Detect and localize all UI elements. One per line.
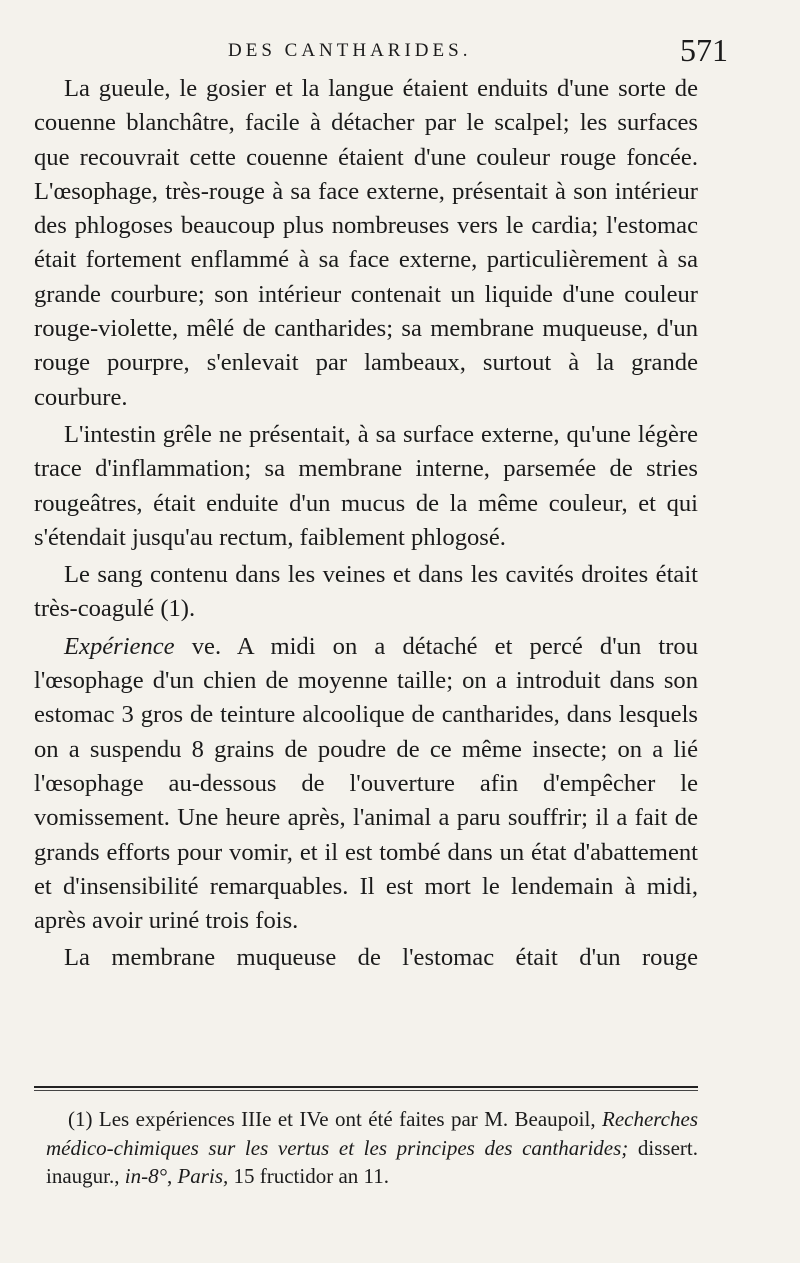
paragraph-5: La membrane muqueuse de l'estomac était d'un rouge xyxy=(64,944,698,972)
experience-number: ve. xyxy=(191,632,222,660)
paragraph-1: La gueule, le gosier et la langue étaient enduits d'une sorte de couenne blanchâtre, facile à détacher par le scalpel; les surfaces que recouvrait cette couenne étaient d'une couleur rouge foncée. L'œsophage, très-rouge à sa face externe, présentait à son intérieur des phlogoses beaucoup plus nombreuses vers le cardia; l'estomac était fortement enflammé à sa face externe, particulièrement à sa grande courbure; son intérieur contenait un liquide d'une couleur rouge-violette, mêlé de cantharides; sa membrane muqueuse, d'un rouge pourpre, s'enlevait par lambeaux, surtout à la grande courbure. xyxy=(34,75,698,411)
footnote-format: in-8° xyxy=(124,1164,167,1188)
footnote xyxy=(46,1105,698,1191)
experience-heading: Expérience xyxy=(64,632,175,660)
footnote-paragraph: (1) Les expériences IIIe et IVe ont été faites par M. Beaupoil, Recherches médico-chimiques sur les vertus et les principes des cantharides; dissert. inaugur., in-8°, Paris, 15 fructidor an 11. xyxy=(46,1107,698,1188)
main-text xyxy=(34,72,698,976)
footnote-marker: (1) xyxy=(68,1107,93,1131)
experience-text: A midi on a détaché et percé d'un trou l'œsophage d'un chien de moyenne taille; on a introduit dans son estomac 3 gros de teinture alcoolique de cantharides, dans lesquels on a suspendu 8 grains de poudre de ce même insecte; on a lié l'œsophage au-dessous de l'ouverture afin d'empêcher le vomissement. Une heure après, l'animal a paru souffrir; il a fait de grands efforts pour vomir, et il est tombé dans un état d'abattement et d'insensibilité remarquables. Il est mort le lendemain à midi, après avoir uriné trois fois. xyxy=(34,632,698,935)
running-head: DES CANTHARIDES. xyxy=(228,40,472,61)
page-number: 571 xyxy=(680,32,728,68)
footnote-text-a: Les expériences IIIe et IVe ont été faites par M. Beaupoil, xyxy=(98,1107,596,1131)
paragraph-3: Le sang contenu dans les veines et dans les cavités droites était très-coagulé (1). xyxy=(34,561,698,623)
footnote-title: Recherches médico-chimiques sur les vertus et les principes des cantharides; xyxy=(46,1107,698,1160)
paragraph-2: L'intestin grêle ne présentait, à sa surface externe, qu'une légère trace d'inflammation; sa membrane interne, parsemée de stries rougeâtres, était enduite d'un mucus de la même couleur, et qui s'étendait jusqu'au rectum, faiblement phlogosé. xyxy=(34,420,698,551)
page-header xyxy=(28,32,728,72)
paragraph-4 xyxy=(34,630,698,939)
footnote-place: Paris, xyxy=(177,1164,229,1188)
footnote-rule xyxy=(34,1086,698,1088)
footnote-text-b: dissert. inaugur., xyxy=(46,1135,698,1188)
footnote-rule-thin xyxy=(34,1090,698,1091)
footnote-date: 15 fructidor an 11. xyxy=(233,1164,390,1188)
